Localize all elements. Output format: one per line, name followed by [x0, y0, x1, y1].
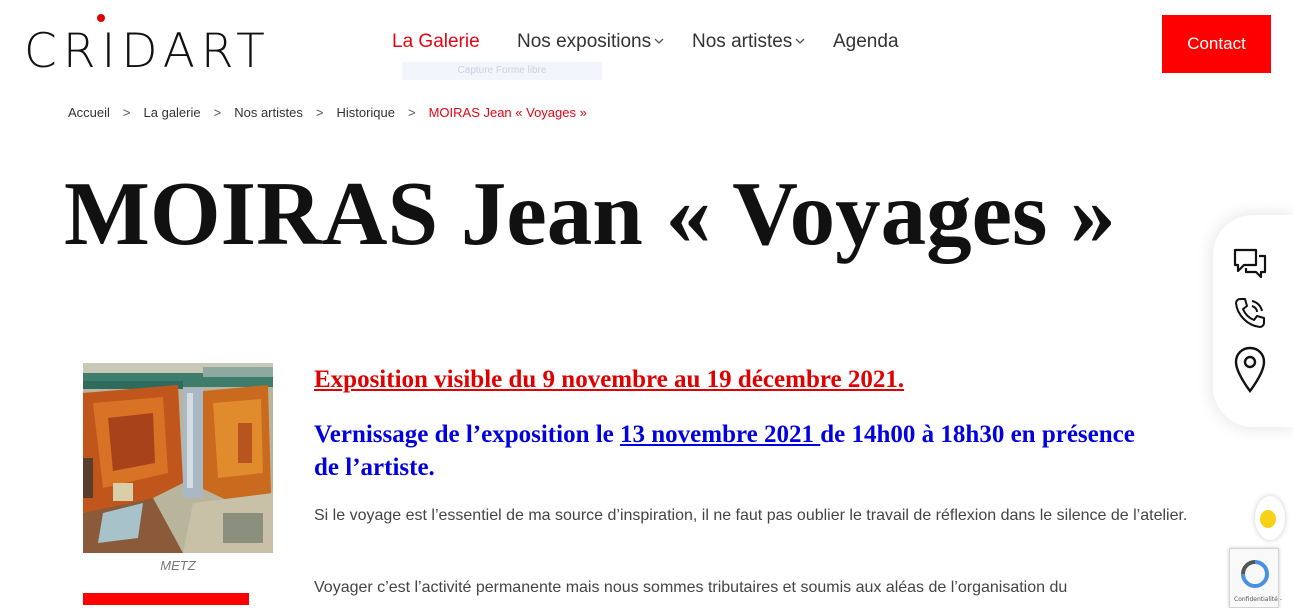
accessibility-badge[interactable] [1255, 496, 1285, 540]
contact-button[interactable]: Contact [1162, 15, 1271, 73]
paragraph-2: Voyager c’est l’activité permanente mais nous sommes tributaires et soumis aux aléas de l’organisation du [314, 579, 1068, 596]
chat-icon[interactable] [1232, 245, 1268, 281]
nav-nos-artistes-label: Nos artistes [692, 31, 793, 52]
cridart-logo[interactable] [24, 14, 271, 79]
chevron-down-icon [654, 38, 664, 45]
badge-yellow-circle [1260, 510, 1276, 528]
breadcrumb [68, 105, 587, 120]
breadcrumb-historique[interactable]: Historique [336, 105, 395, 120]
exhibition-dates: Exposition visible du 9 novembre au 19 décembre 2021. [314, 366, 905, 393]
breadcrumb-la-galerie[interactable]: La galerie [143, 105, 201, 120]
breadcrumb-current: MOIRAS Jean « Voyages » [428, 105, 587, 120]
breadcrumb-separator: > [407, 105, 416, 120]
nav-nos-artistes[interactable] [692, 31, 805, 53]
artwork-image[interactable] [83, 363, 273, 553]
vernissage-post: de 14h00 à 18h30 en présence de l’artiste. [314, 421, 1135, 481]
phone-icon[interactable] [1232, 295, 1268, 331]
breadcrumb-separator: > [213, 105, 222, 120]
red-button-partial[interactable] [83, 593, 249, 605]
breadcrumb-nos-artistes[interactable]: Nos artistes [234, 105, 303, 120]
breadcrumb-separator: > [122, 105, 131, 120]
paragraph-1: Si le voyage est l’essentiel de ma source d’inspiration, il ne faut pas oublier le travail de réflexion dans le silence de l’atelier. [314, 507, 1188, 524]
nav-nos-expositions[interactable] [517, 31, 664, 53]
logo-text: CRIDART [24, 24, 271, 79]
artwork-painting [83, 363, 273, 553]
recaptcha-badge[interactable] [1229, 548, 1282, 608]
breadcrumb-accueil[interactable]: Accueil [68, 105, 110, 120]
nav-agenda[interactable]: Agenda [833, 31, 899, 52]
contact-side-toolbar [1213, 215, 1293, 427]
page-title: MOIRAS Jean « Voyages » [64, 163, 1116, 264]
recaptcha-icon [1240, 559, 1270, 589]
chevron-down-icon [795, 38, 805, 45]
artwork-caption: METZ [160, 558, 196, 573]
nav-nos-expositions-label: Nos expositions [517, 31, 652, 52]
nav-la-galerie[interactable]: La Galerie [392, 31, 480, 52]
logo-dot [97, 14, 105, 22]
vernissage-date-link[interactable]: 13 novembre 2021 [620, 421, 821, 448]
recaptcha-label[interactable]: Confidentialité - [1234, 596, 1282, 603]
vernissage-pre: Vernissage de l’exposition le [314, 421, 621, 448]
location-pin-icon[interactable] [1232, 345, 1268, 395]
breadcrumb-separator: > [315, 105, 324, 120]
ghost-submenu: Capture Forme libre [402, 62, 602, 80]
vernissage-text [314, 418, 1154, 484]
